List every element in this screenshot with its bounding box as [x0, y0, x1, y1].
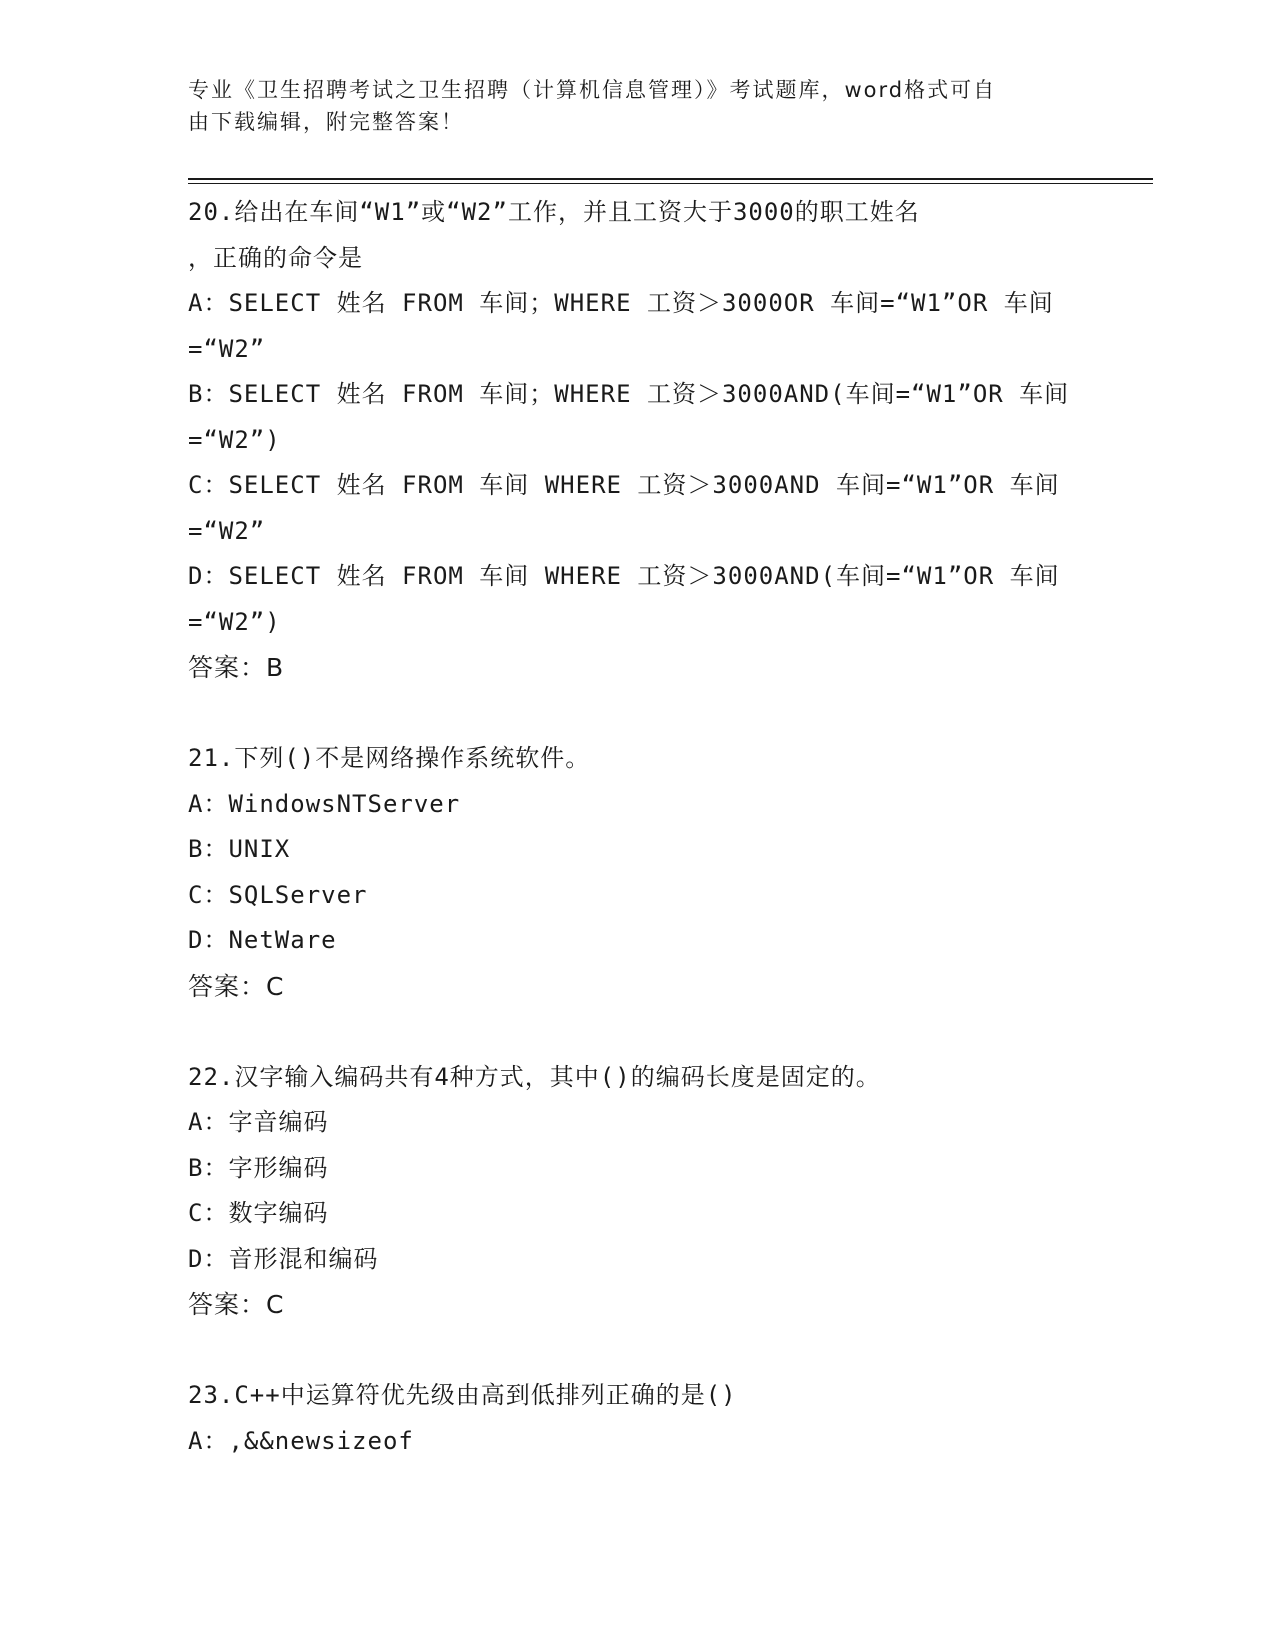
question-spacer [188, 1328, 1088, 1374]
question-23 [188, 1373, 1088, 1464]
option-c-continued: =“W2” [188, 516, 266, 545]
answer-label: 答案：C [188, 971, 285, 1001]
question-list [188, 190, 1088, 1464]
option-c: C：SELECT 姓名 FROM 车间 WHERE 工资＞3000AND 车间=“W1”OR 车间 [188, 471, 1060, 499]
question-22 [188, 1055, 1088, 1328]
option-d: D：SELECT 姓名 FROM 车间 WHERE 工资＞3000AND(车间=“W1”OR 车间 [188, 562, 1060, 590]
question-spacer [188, 1009, 1088, 1055]
header-line-2: 由下载编辑，附完整答案！ [188, 110, 464, 134]
option-b: B：UNIX [188, 835, 291, 863]
option-a: A：字音编码 [188, 1108, 329, 1136]
question-20 [188, 190, 1088, 691]
answer-label: 答案：C [188, 1290, 285, 1319]
option-a: A：WindowsNTServer [188, 789, 461, 818]
option-a-continued: =“W2” [188, 334, 266, 363]
option-c: C：SQLServer [188, 880, 368, 909]
option-d: D：音形混和编码 [188, 1244, 379, 1273]
question-stem: 21.下列()不是网络操作系统软件。 [188, 744, 591, 772]
option-b-continued: =“W2”) [188, 425, 281, 454]
option-a: A：,&&newsizeof [188, 1426, 414, 1455]
option-a: A：SELECT 姓名 FROM 车间；WHERE 工资＞3000OR 车间=“W1”OR 车间 [188, 289, 1054, 317]
question-stem: 20.给出在车间“W1”或“W2”工作，并且工资大于3000的职工姓名 [188, 198, 920, 226]
question-spacer [188, 691, 1088, 737]
document-header [188, 74, 1088, 138]
answer-label: 答案：B [188, 653, 285, 682]
question-21 [188, 736, 1088, 1009]
question-stem: 23.C++中运算符优先级由高到低排列正确的是() [188, 1381, 737, 1409]
question-stem: 22.汉字输入编码共有4种方式，其中()的编码长度是固定的。 [188, 1062, 881, 1091]
header-divider-thick [188, 178, 1153, 180]
option-d-continued: =“W2”) [188, 607, 281, 636]
option-d: D：NetWare [188, 926, 337, 954]
header-line-1: 专业《卫生招聘考试之卫生招聘（计算机信息管理）》考试题库，word格式可自 [188, 78, 997, 102]
question-stem: ，正确的命令是 [188, 243, 363, 272]
option-b: B：字形编码 [188, 1153, 329, 1182]
header-divider-thin [188, 183, 1153, 184]
option-c: C：数字编码 [188, 1199, 329, 1227]
option-b: B：SELECT 姓名 FROM 车间；WHERE 工资＞3000AND(车间=“W1”OR 车间 [188, 380, 1070, 408]
